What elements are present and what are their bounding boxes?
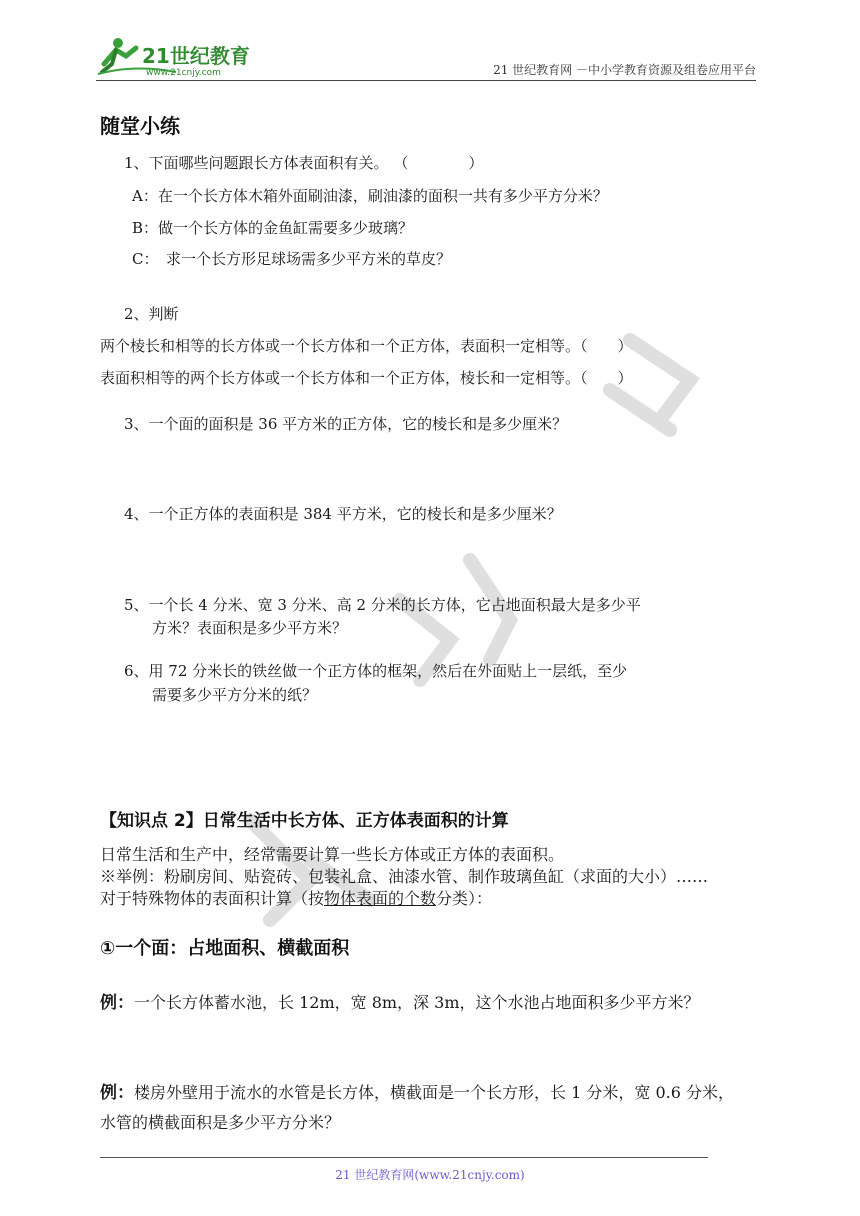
q1-option-b: B：做一个长方体的金鱼缸需要多少玻璃？: [132, 219, 414, 237]
q2-item-1: 两个棱长和相等的长方体或一个长方体和一个正方体，表面积一定相等。（ ）: [100, 337, 633, 355]
q2-item-2: 表面积相等的两个长方体或一个长方体和一个正方体，棱长和一定相等。（ ）: [100, 369, 633, 387]
example-2-text: 楼房外壁用于流水的水管是长方体，横截面是一个长方形，长 1 分米，宽 0.6 分米，: [134, 1083, 734, 1102]
runner-logo-icon: [96, 34, 266, 78]
q1-option-a: A：在一个长方体木箱外面刷油漆，刷油漆的面积一共有多少平方分米？: [132, 187, 608, 205]
knowledge-line-3: [100, 886, 492, 909]
q6-line-1: 6、用 72 分米长的铁丝做一个正方体的框架，然后在外面贴上一层纸，至少: [124, 662, 628, 680]
q5-line-2: 方米？表面积是多少平方米？: [152, 619, 348, 637]
example-1-text: 一个长方体蓄水池，长 12m，宽 8m，深 3m，这个水池占地面积多少平方米？: [134, 993, 700, 1012]
q4-text: 4、一个正方体的表面积是 384 平方米，它的棱长和是多少厘米？: [124, 505, 562, 523]
q1-stem: 1、下面哪些问题跟长方体表面积有关。 （ ）: [124, 154, 484, 172]
knowledge-line-2: ※举例：粉刷房间、贴瓷砖、包装礼盒、油漆水管、制作玻璃鱼缸（求面的大小）……: [100, 867, 709, 886]
example-2-line-2: 水管的横截面积是多少平方分米？: [100, 1113, 341, 1132]
knowledge-line-3-pre: 对于特殊物体的表面积计算（按: [100, 889, 325, 908]
example-2-label: 例：: [100, 1083, 134, 1103]
practice-title: 随堂小练: [100, 114, 180, 138]
knowledge-subtitle: ①一个面：占地面积、横截面积: [100, 938, 350, 959]
knowledge-line-3-post: 分类）：: [436, 889, 493, 908]
logo-url: www.21cnjy.com: [146, 68, 221, 78]
knowledge-title: 【知识点 2】日常生活中长方体、正方体表面积的计算: [100, 811, 509, 831]
example-1-label: 例：: [100, 993, 134, 1013]
q1-option-c: C： 求一个长方形足球场需多少平方米的草皮？: [132, 250, 451, 268]
logo-text: 21世纪教育: [142, 44, 250, 68]
q5-line-1: 5、一个长 4 分米、宽 3 分米、高 2 分米的长方体，它占地面积最大是多少平: [124, 596, 641, 614]
footer-link[interactable]: 21 世纪教育网(www.21cnjy.com): [335, 1168, 525, 1182]
example-2-line-1: [100, 1078, 734, 1103]
knowledge-line-1: 日常生活和生产中，经常需要计算一些长方体或正方体的表面积。: [100, 845, 565, 864]
q2-stem: 2、判断: [124, 305, 179, 323]
header-tagline: 21 世纪教育网 －中小学教育资源及组卷应用平台: [493, 63, 756, 77]
footer-divider: [100, 1157, 708, 1158]
q6-line-2: 需要多少平方分米的纸？: [152, 686, 318, 704]
header-divider: [96, 80, 756, 81]
q3-text: 3、一个面的面积是 36 平方米的正方体，它的棱长和是多少厘米？: [124, 415, 568, 433]
site-logo: [96, 34, 266, 78]
example-1: [100, 988, 700, 1013]
knowledge-line-3-underlined: 物体表面的个数: [324, 889, 437, 908]
